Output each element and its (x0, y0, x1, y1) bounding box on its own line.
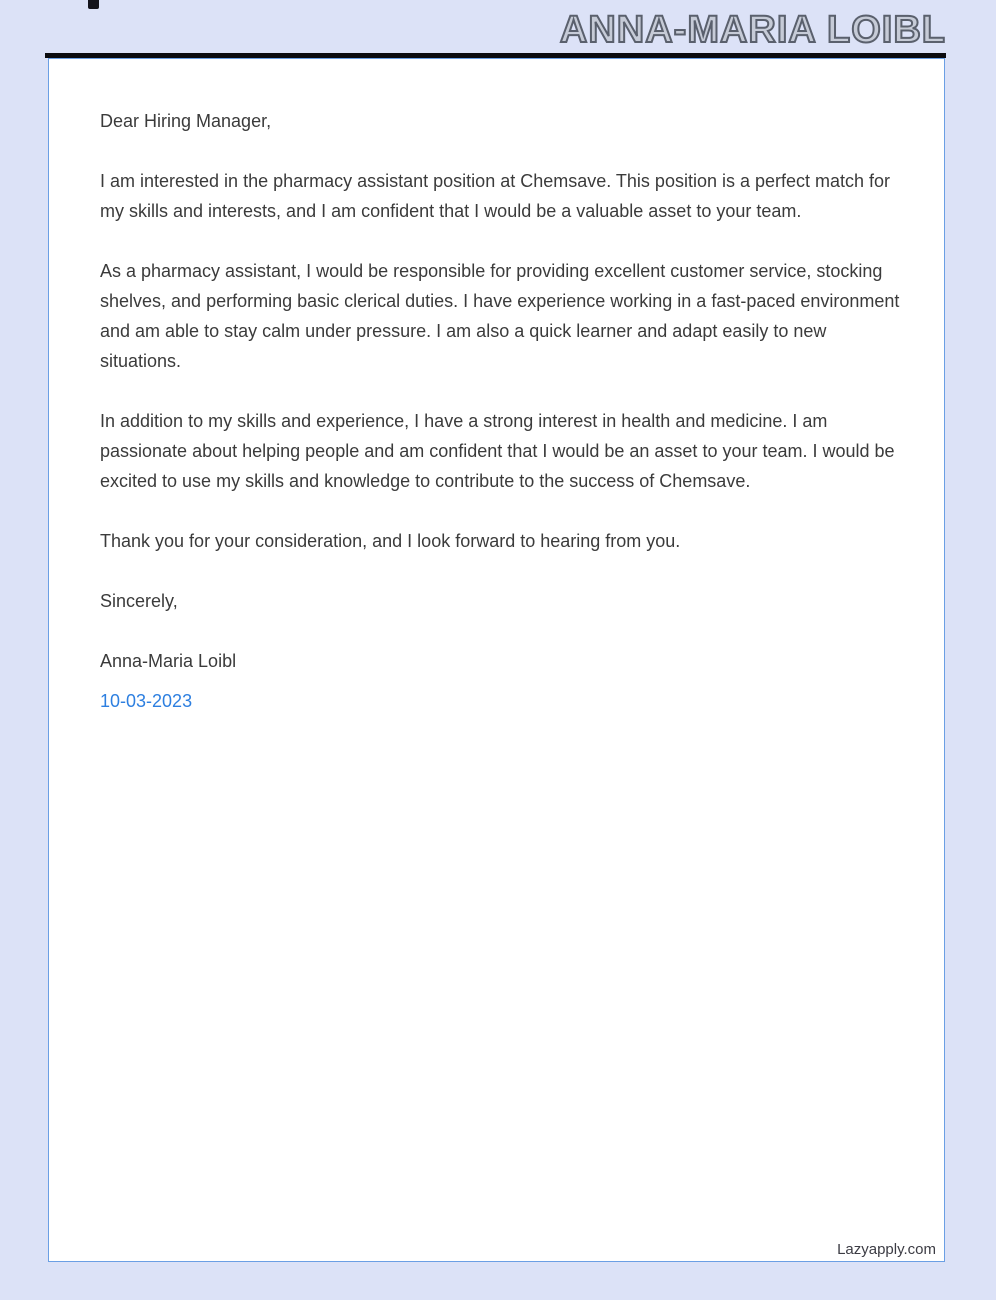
top-edge-mark (88, 0, 99, 9)
letter-date: 10-03-2023 (100, 691, 193, 711)
letter-body (100, 106, 900, 716)
paragraph-intro: I am interested in the pharmacy assistant position at Chemsave. This position is a perfect match for my skills and interests, and I am confident that I would be a valuable asset to your team. (100, 171, 891, 221)
closing: Sincerely, (100, 591, 178, 611)
paragraph-interest: In addition to my skills and experience, I have a strong interest in health and medicine. I am passionate about helping people and am confident that I would be an asset to your team. I would be excited to use my skills and knowledge to contribute to the success of Chemsave. (100, 411, 895, 491)
signature-name: Anna-Maria Loibl (100, 651, 237, 671)
paragraph-experience: As a pharmacy assistant, I would be responsible for providing excellent customer service, stocking shelves, and performing basic clerical duties. I have experience working in a fast-paced environment and am able to stay calm under pressure. I am also a quick learner and adapt easily to new situations. (100, 261, 900, 371)
salutation: Dear Hiring Manager, (100, 111, 272, 131)
cover-letter-document (48, 58, 945, 1262)
page-title: ANNA-MARIA LOIBL (559, 9, 946, 51)
lazyapply-watermark: Lazyapply.com (837, 1241, 936, 1258)
paragraph-thanks: Thank you for your consideration, and I look forward to hearing from you. (100, 531, 681, 551)
